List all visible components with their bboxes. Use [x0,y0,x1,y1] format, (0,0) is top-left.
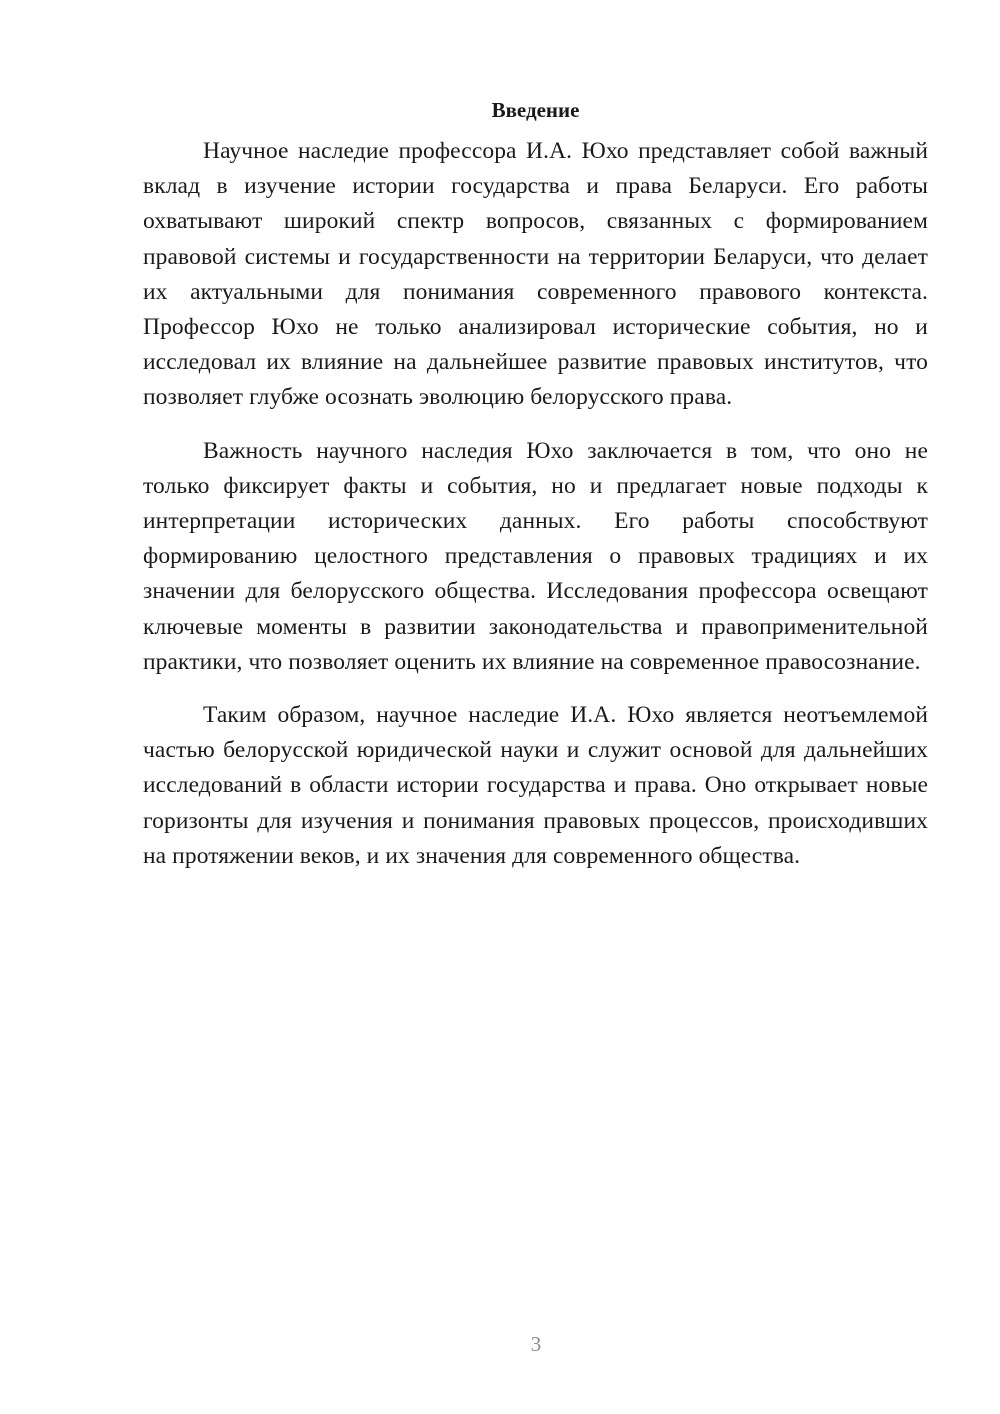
page-content [143,93,928,874]
page-number: 3 [530,1332,542,1356]
paragraph-3: Таким образом, научное наследие И.А. Юхо является неотъемлемой частью белорусской юридической науки и служит основой для дальнейших исследований в области истории государства и права. Оно открывает новые горизонты для изучения и понимания правовых процессов, происходивших на протяжении веков, и их значения для современного общества. [143,702,928,869]
section-heading: Введение [491,98,580,122]
paragraph-1: Научное наследие профессора И.А. Юхо представляет собой важный вклад в изучение истории государства и права Беларуси. Его работы охватывают широкий спектр вопросов, связанных с формированием правовой системы и государственности на территории Беларуси, что делает их актуальными для понимания современного правового контекста. Профессор Юхо не только анализировал исторические события, но и исследовал их влияние на дальнейшее развитие правовых институтов, что позволяет глубже осознать эволюцию белорусского права. [143,138,928,411]
paragraph-2: Важность научного наследия Юхо заключается в том, что оно не только фиксирует факты и события, но и предлагает новые подходы к интерпретации исторических данных. Его работы способствуют формированию целостного представления о правовых традициях и их значении для белорусского общества. Исследования профессора освещают ключевые моменты в развитии законодательства и правоприменительной практики, что позволяет оценить их влияние на современное правосознание. [143,437,928,675]
